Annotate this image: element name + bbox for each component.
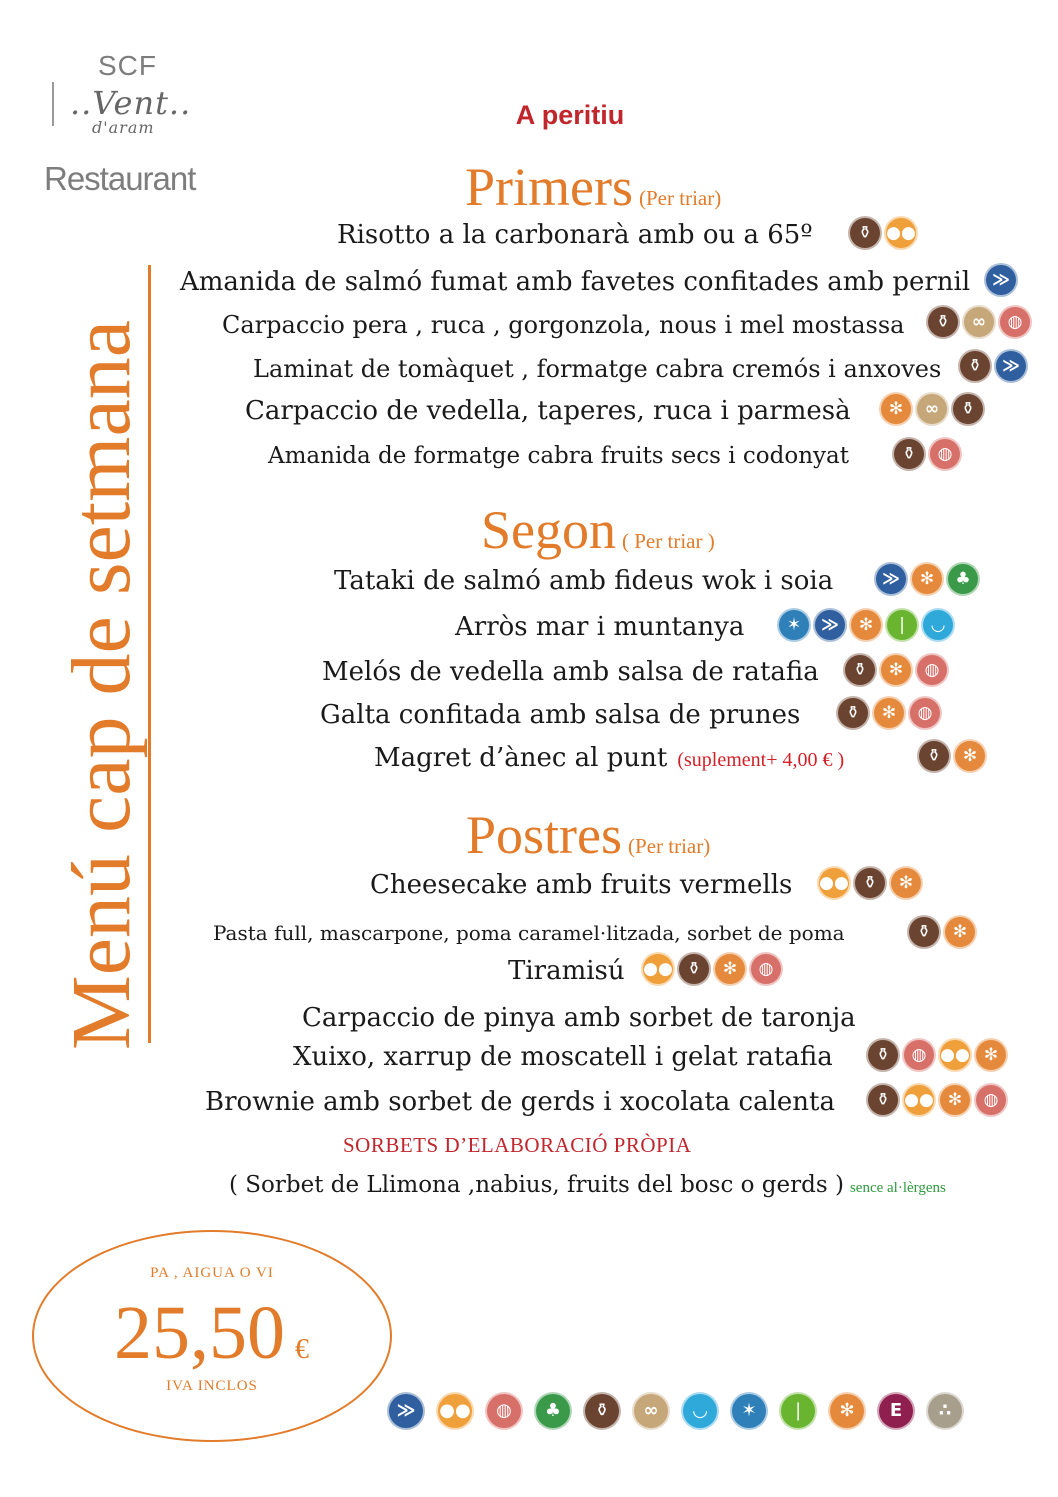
menu-title: Menú cap de setmana [55, 319, 148, 1050]
allergen-icons [879, 392, 985, 426]
gluten-icon: ✻ [713, 952, 747, 986]
section-subtitle: (Per triar) [628, 834, 711, 858]
gluten-icon: ✻ [943, 915, 977, 949]
gluten-icon: ✻ [889, 866, 923, 900]
gluten-icon: ✻ [849, 608, 883, 642]
sulphites-icon: E [877, 1392, 915, 1430]
price-vat-note: IVA INCLOS [166, 1378, 258, 1394]
milk-icon: ⚱ [848, 216, 882, 250]
mustard-icon: ❘ [779, 1392, 817, 1430]
celery-icon: ♣ [946, 562, 980, 596]
menu-item-name: Brownie amb sorbet de gerds i xocolata calenta [205, 1087, 835, 1117]
nuts-icon: ◍ [915, 653, 949, 687]
nuts-icon: ◍ [749, 952, 783, 986]
allergen-icons [984, 263, 1018, 297]
price-amount [114, 1290, 309, 1377]
crustacean-icon: ✶ [730, 1392, 768, 1430]
milk-icon: ⚱ [583, 1392, 621, 1430]
milk-icon: ⚱ [853, 866, 887, 900]
peanut-icon: ∞ [632, 1392, 670, 1430]
fish-icon: ≫ [387, 1392, 425, 1430]
allergen-icons [641, 952, 783, 986]
supplement-note: (suplement+ 4,00 € ) [677, 749, 845, 771]
menu-item [0, 923, 1058, 957]
allergen-icons [836, 696, 942, 730]
nuts-icon: ◍ [928, 437, 962, 471]
menu-item-name: Tiramisú [508, 956, 625, 986]
gluten-icon: ✻ [879, 392, 913, 426]
section-title: Segon [481, 500, 616, 560]
menu-item-name: Amanida de salmó fumat amb favetes confitades amb pernil [180, 267, 971, 297]
allergen-free-note: sence al·lèrgens [849, 1180, 946, 1196]
allergen-icons [892, 437, 962, 471]
section-title: Primers [465, 157, 633, 217]
price-currency: € [295, 1334, 309, 1365]
peanut-icon: ∞ [915, 392, 949, 426]
menu-item [0, 445, 1058, 482]
milk-icon: ⚱ [843, 653, 877, 687]
gluten-icon: ✻ [879, 653, 913, 687]
gluten-icon: ✻ [953, 739, 987, 773]
menu-item-name: Cheesecake amb fruits vermells [370, 870, 793, 900]
menu-item-name: Arròs mar i muntanya [455, 612, 745, 642]
menu-item [0, 1089, 1058, 1129]
egg-icon: ●● [436, 1392, 474, 1430]
menu-item [0, 745, 1058, 785]
milk-icon: ⚱ [866, 1083, 900, 1117]
sorbets-title: SORBETS D’ELABORACIÓ PRÒPIA [343, 1133, 692, 1157]
nuts-icon: ◍ [908, 696, 942, 730]
mustard-icon: ❘ [885, 608, 919, 642]
logo-divider [52, 82, 54, 126]
sorbets-list-text: ( Sorbet de Llimona ,nabius, fruits del bosc o gerds ) [229, 1172, 844, 1198]
menu-item-name: Laminat de tomàquet , formatge cabra cremós i anxoves [253, 355, 942, 383]
allergen-icons [848, 216, 918, 250]
nuts-icon: ◍ [998, 305, 1032, 339]
milk-icon: ⚱ [907, 915, 941, 949]
logo-subtitle: Restaurant [44, 160, 196, 197]
menu-item [0, 313, 1058, 351]
menu-item [0, 269, 1058, 309]
allergen-icons [777, 608, 955, 642]
celery-icon: ♣ [534, 1392, 572, 1430]
logo-brand: SCF [98, 50, 157, 81]
allergen-icons [843, 653, 949, 687]
milk-icon: ⚱ [892, 437, 926, 471]
menu-item [0, 614, 1058, 654]
gluten-icon: ✻ [938, 1083, 972, 1117]
milk-icon: ⚱ [958, 349, 992, 383]
price-badge [32, 1230, 392, 1442]
fish-icon: ≫ [874, 562, 908, 596]
menu-item-name: Carpaccio de vedella, taperes, ruca i parmesà [245, 396, 851, 426]
crustacean-icon: ✶ [777, 608, 811, 642]
nuts-icon: ◍ [974, 1083, 1008, 1117]
section-heading-postres [466, 805, 711, 865]
section-heading-primers [465, 157, 722, 217]
menu-item [0, 659, 1058, 699]
section-title: Postres [466, 805, 623, 865]
fish-icon: ≫ [994, 349, 1028, 383]
egg-icon: ●● [817, 866, 851, 900]
menu-item-name: Carpaccio pera , ruca , gorgonzola, nous i mel mostassa [222, 311, 905, 339]
allergen-icons [817, 866, 923, 900]
logo-script-line1: ..Vent.. [70, 84, 192, 122]
menu-item [0, 222, 1058, 262]
mollusc-icon: ◡ [681, 1392, 719, 1430]
gluten-icon: ✻ [828, 1392, 866, 1430]
egg-icon: ●● [938, 1038, 972, 1072]
milk-icon: ⚱ [926, 305, 960, 339]
allergen-legend [387, 1392, 964, 1430]
aperitiu-heading: A peritiu [515, 100, 625, 130]
menu-item [0, 568, 1058, 608]
sorbets-list [229, 1172, 946, 1198]
allergen-icons [958, 349, 1028, 383]
menu-item [0, 872, 1058, 912]
menu-item-name: Xuixo, xarrup de moscatell i gelat ratafia [293, 1042, 833, 1072]
gluten-icon: ✻ [910, 562, 944, 596]
menu-item [0, 398, 1058, 438]
sesame-icon: ∴ [926, 1392, 964, 1430]
milk-icon: ⚱ [951, 392, 985, 426]
allergen-icons [874, 562, 980, 596]
allergen-icons [917, 739, 987, 773]
milk-icon: ⚱ [917, 739, 951, 773]
nuts-icon: ◍ [902, 1038, 936, 1072]
nuts-icon: ◍ [485, 1392, 523, 1430]
menu-item-name: Tataki de salmó amb fideus wok i soia [334, 566, 834, 596]
menu-item [0, 1044, 1058, 1084]
price-includes: PA , AIGUA O VI [150, 1265, 274, 1281]
menu-item-name: Pasta full, mascarpone, poma caramel·litzada, sorbet de poma [213, 921, 845, 945]
menu-item-name: Risotto a la carbonarà amb ou a 65º [337, 220, 813, 250]
gluten-icon: ✻ [974, 1038, 1008, 1072]
menu-item-name: Magret d’ànec al punt (suplement+ 4,00 € ) [374, 743, 845, 773]
milk-icon: ⚱ [866, 1038, 900, 1072]
section-subtitle: ( Per triar ) [622, 529, 715, 553]
menu-item-name: Amanida de formatge cabra fruits secs i codonyat [268, 443, 849, 469]
fish-icon: ≫ [813, 608, 847, 642]
menu-item [0, 702, 1058, 742]
mollusc-icon: ◡ [921, 608, 955, 642]
allergen-icons [866, 1083, 1008, 1117]
gluten-icon: ✻ [872, 696, 906, 730]
allergen-icons [866, 1038, 1008, 1072]
menu-item-name: Galta confitada amb salsa de prunes [320, 700, 801, 730]
milk-icon: ⚱ [836, 696, 870, 730]
menu-item-name: Carpaccio de pinya amb sorbet de taronja [302, 1003, 856, 1033]
logo-script-line2: d'aram [92, 118, 155, 137]
allergen-icons [907, 915, 977, 949]
price-value: 25,50 [114, 1291, 285, 1375]
menu-item [0, 357, 1058, 395]
egg-icon: ●● [902, 1083, 936, 1117]
allergen-icons [926, 305, 1032, 339]
section-heading-segon [481, 500, 715, 560]
logo-script [52, 82, 212, 152]
egg-icon: ●● [641, 952, 675, 986]
fish-icon: ≫ [984, 263, 1018, 297]
milk-icon: ⚱ [677, 952, 711, 986]
egg-icon: ●● [884, 216, 918, 250]
section-subtitle: (Per triar) [639, 186, 722, 210]
peanut-icon: ∞ [962, 305, 996, 339]
menu-item [0, 958, 1058, 998]
menu-item-name: Melós de vedella amb salsa de ratafia [322, 657, 819, 687]
